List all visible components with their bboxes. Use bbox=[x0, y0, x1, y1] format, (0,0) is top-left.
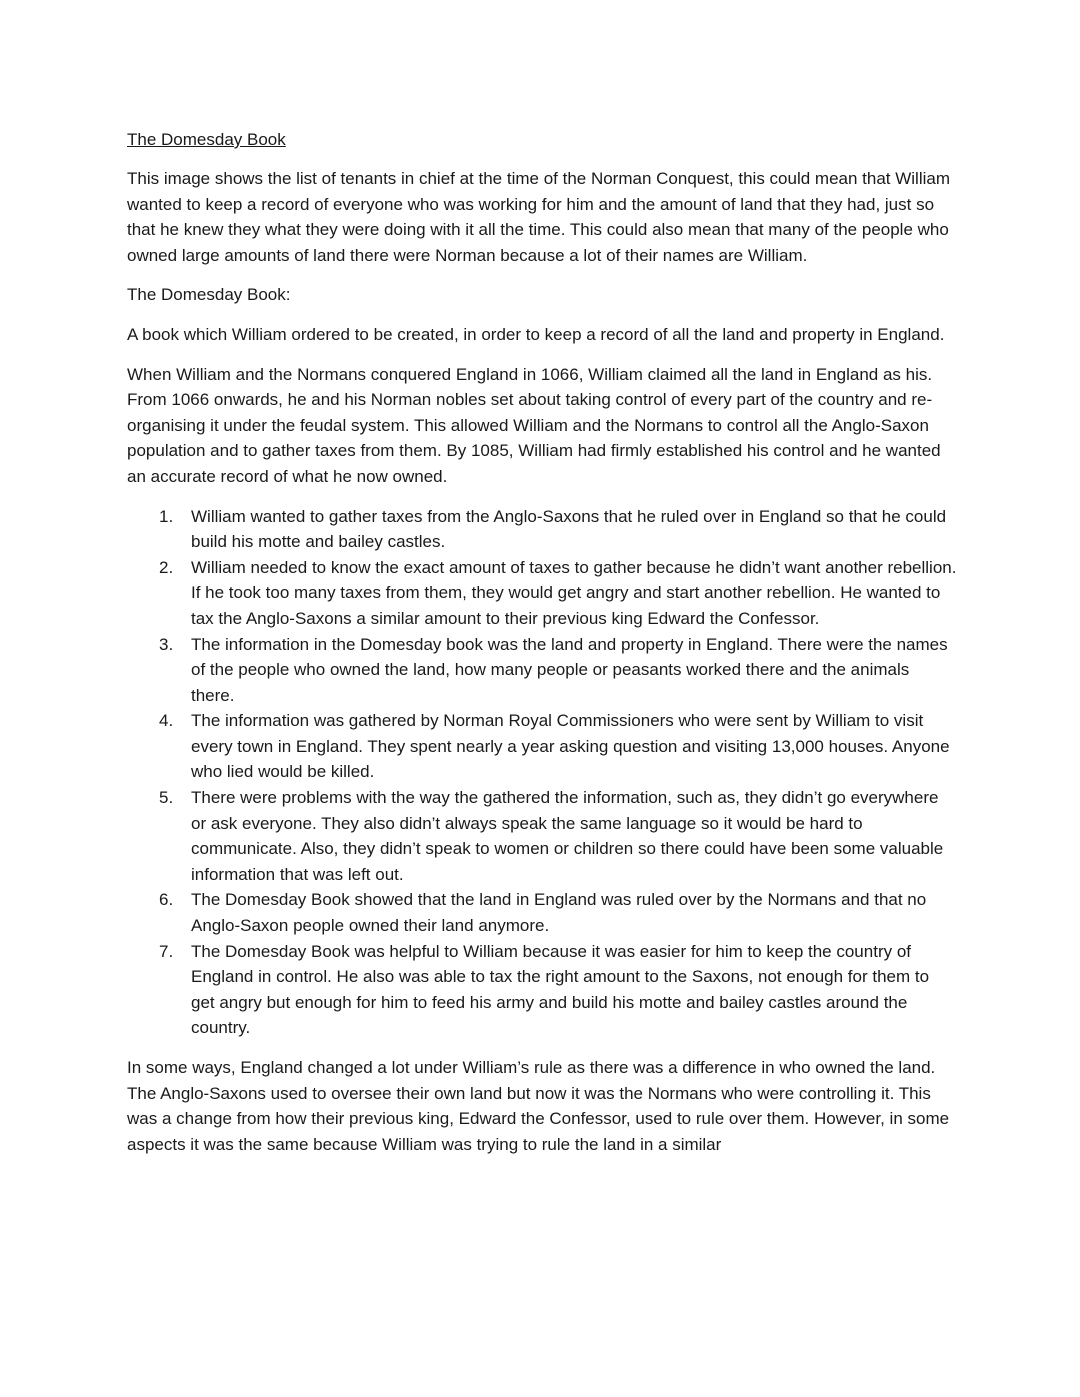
document-page bbox=[127, 127, 957, 1171]
context-paragraph: When William and the Normans conquered England in 1066, William claimed all the land in England as his. From 1066 onwards, he and his Norman nobles set about taking control of every part of the country and re-organising it under the feudal system. This allowed William and the Normans to control all the Anglo-Saxon population and to gather taxes from them. By 1085, William had firmly established his control and he wanted an accurate record of what he now owned. bbox=[127, 364, 941, 486]
list-item-text: The information in the Domesday book was the land and property in England. There were the names of the people who owned the land, how many people or peasants worked there and the animals there. bbox=[191, 634, 948, 705]
list-item-text: The Domesday Book was helpful to William because it was easier for him to keep the country of England in control. He also was able to tax the right amount to the Saxons, not enough for them to get angry but enough for him to feed his army and build his motte and bailey castles around the country. bbox=[191, 941, 930, 1038]
definition-paragraph: A book which William ordered to be created, in order to keep a record of all the land and property in England. bbox=[127, 324, 945, 344]
closing-paragraph: In some ways, England changed a lot under William’s rule as there was a difference in who owned the land. The Anglo-Saxons used to oversee their own land but now it was the Normans who were controlling it. This was a change from how their previous king, Edward the Confessor, used to rule over them. However, in some aspects it was the same because William was trying to rule the land in a similar bbox=[127, 1058, 950, 1154]
list-item bbox=[127, 939, 957, 1041]
numbered-list bbox=[127, 504, 957, 1041]
list-item bbox=[127, 632, 957, 709]
intro-paragraph: This image shows the list of tenants in chief at the time of the Norman Conquest, this could mean that William wanted to keep a record of everyone who was working for him and the amount of land that they had, just so that he knew they what they were doing with it all the time. This could also mean that many of the people who owned large amounts of land there were Norman because a lot of their names are William. bbox=[127, 169, 950, 265]
list-item-number: 2. bbox=[159, 557, 174, 577]
list-item-number: 4. bbox=[159, 711, 174, 731]
document-title: The Domesday Book bbox=[127, 130, 286, 149]
list-item-text: There were problems with the way the gathered the information, such as, they didn’t go everywhere or ask everyone. They also didn’t always speak the same language so it would be hard to communicate. Also, they didn’t speak to women or children so there could have been some valuable information that was left out. bbox=[191, 788, 944, 884]
list-item-text: William wanted to gather taxes from the Anglo-Saxons that he ruled over in England so that he could build his motte and bailey castles. bbox=[191, 506, 947, 552]
list-item bbox=[127, 555, 957, 632]
section-subheading: The Domesday Book: bbox=[127, 285, 291, 305]
list-item-number: 6. bbox=[159, 890, 174, 910]
list-item-text: The Domesday Book showed that the land in England was ruled over by the Normans and that no Anglo-Saxon people owned their land anymore. bbox=[191, 890, 927, 936]
list-item bbox=[127, 504, 957, 555]
list-item-text: William needed to know the exact amount of taxes to gather because he didn’t want another rebellion. If he took too many taxes from them, they would get angry and start another rebellion. He wanted to tax the Anglo-Saxons a similar amount to their previous king Edward the Confessor. bbox=[191, 557, 957, 628]
list-item bbox=[127, 708, 957, 785]
list-item-text: The information was gathered by Norman Royal Commissioners who were sent by William to visit every town in England. They spent nearly a year asking question and visiting 13,000 houses. Anyone who lied would be killed. bbox=[191, 711, 950, 782]
list-item-number: 3. bbox=[159, 634, 174, 654]
list-item-number: 7. bbox=[159, 941, 174, 961]
list-item-number: 5. bbox=[159, 788, 174, 808]
list-item bbox=[127, 887, 957, 938]
list-item bbox=[127, 785, 957, 887]
list-item-number: 1. bbox=[159, 506, 174, 526]
